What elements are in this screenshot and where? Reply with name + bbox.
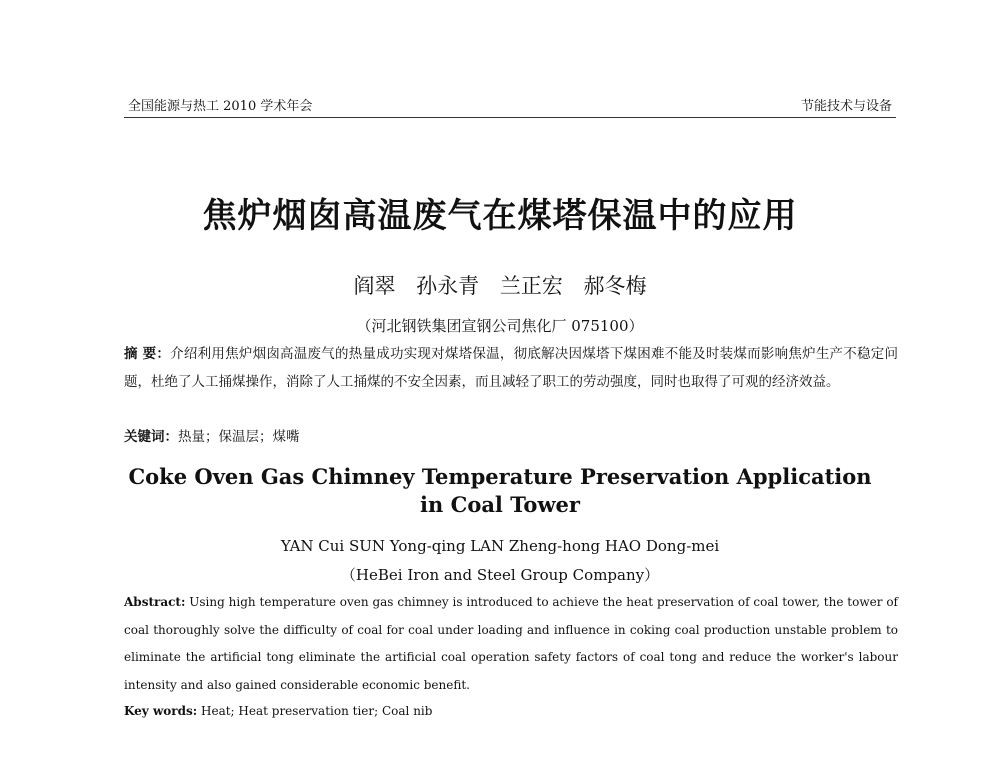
authors-en: YAN Cui SUN Yong-qing LAN Zheng-hong HAO Dong-mei xyxy=(280,537,720,555)
abstract-en xyxy=(124,589,898,699)
abstract-en-label: Abstract: xyxy=(124,595,186,609)
keywords-en-text: Heat; Heat preservation tier; Coal nib xyxy=(197,704,433,718)
affiliation-en: （HeBei Iron and Steel Group Company） xyxy=(340,566,660,584)
keywords-cn xyxy=(124,425,898,445)
abstract-cn-label: 摘 要： xyxy=(124,346,171,362)
authors-cn: 阎翠 孙永青 兰正宏 郝冬梅 xyxy=(353,274,647,298)
abstract-cn-text: 介绍利用焦炉烟囱高温废气的热量成功实现对煤塔保温，彻底解决因煤塔下煤困难不能及时装煤而影响焦炉生产不稳定问题，杜绝了人工捅煤操作，消除了人工捅煤的不安全因素，而且减轻了职工的劳动强度，同时也取得了可观的经济效益。 xyxy=(124,346,899,390)
keywords-cn-text: 热量；保温层；煤嘴 xyxy=(178,429,300,445)
keywords-en-label: Key words: xyxy=(124,704,198,718)
keywords-en xyxy=(124,704,898,718)
paper-title-en-line1: Coke Oven Gas Chimney Temperature Preservation Application xyxy=(128,464,872,489)
header-conference: 全国能源与热工 2010 学术年会 xyxy=(128,99,313,114)
paper-title-en-line2: in Coal Tower xyxy=(420,492,580,517)
paper-title-en xyxy=(0,463,1000,519)
affiliation-cn: （河北钢铁集团宣钢公司焦化厂 075100） xyxy=(356,317,644,335)
abstract-en-text: Using high temperature oven gas chimney is introduced to achieve the heat preservation of coal tower, the tower of coal thoroughly solve the difficulty of coal for coal under loading and influence in coking coal production unstable problem to eliminate the artificial tong eliminate the artificial coal operation safety factors of coal tong and reduce the worker's labour intensity and also gained considerable economic benefit. xyxy=(124,595,898,692)
keywords-cn-label: 关键词： xyxy=(124,429,178,445)
header-section: 节能技术与设备 xyxy=(800,99,892,114)
paper-title-cn: 焦炉烟囱高温废气在煤塔保温中的应用 xyxy=(202,196,798,236)
running-header xyxy=(124,95,896,118)
abstract-cn xyxy=(124,340,898,396)
